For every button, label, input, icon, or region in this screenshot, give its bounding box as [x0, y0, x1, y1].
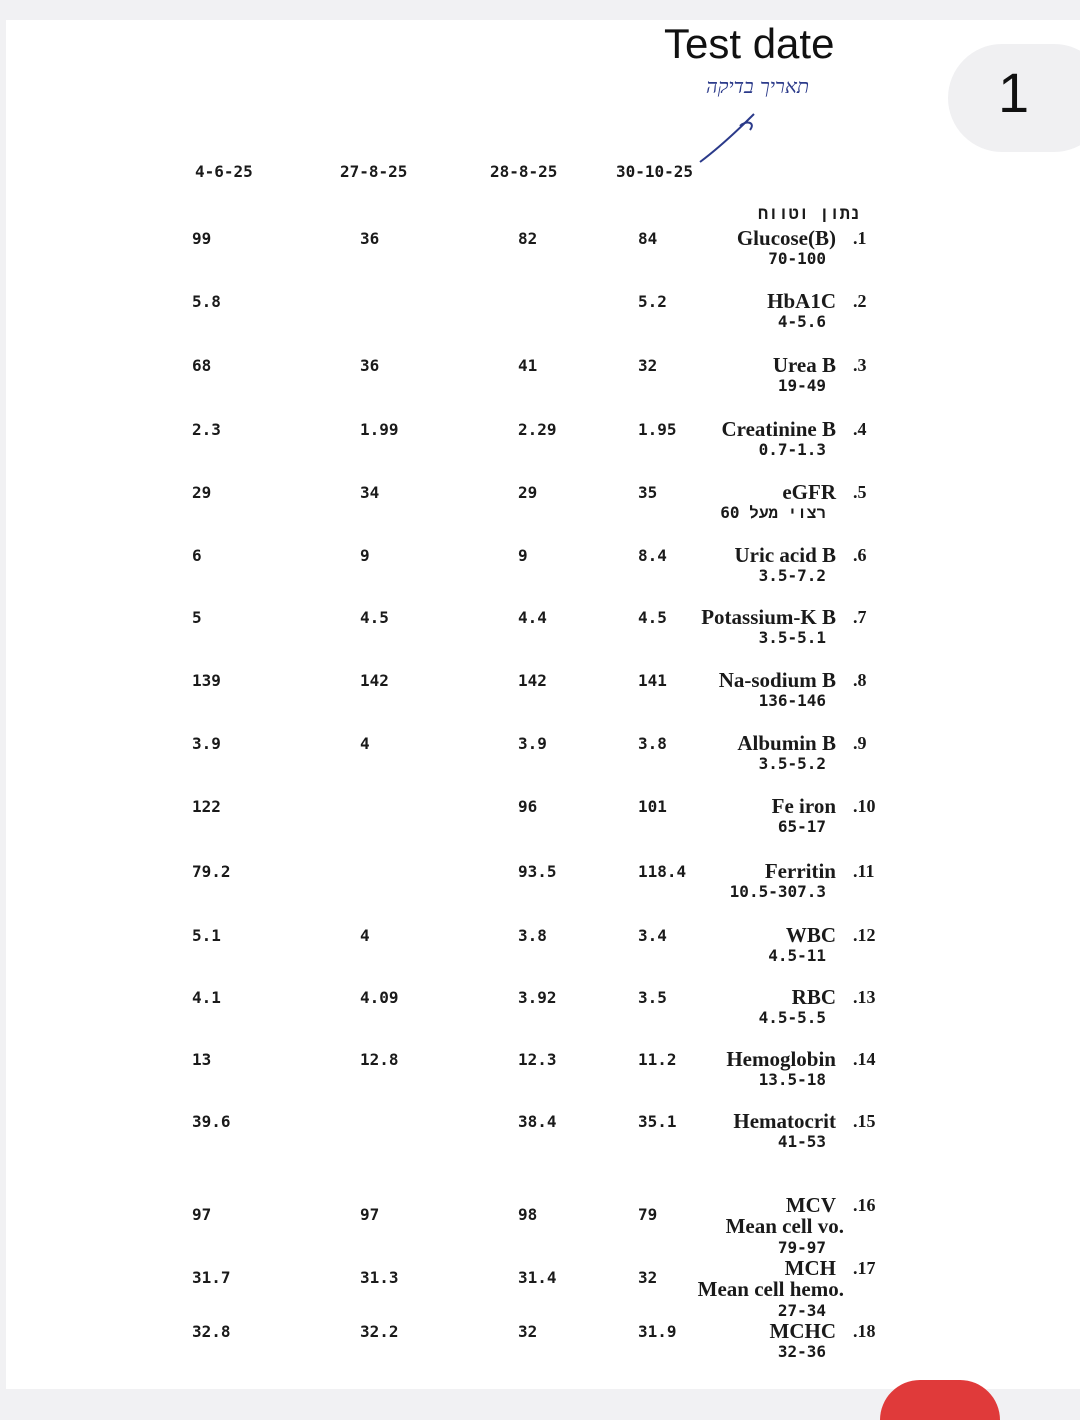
table-cell: 35.1: [638, 1112, 677, 1131]
table-cell: 32: [638, 1268, 658, 1287]
column-header: נתון וטווח: [758, 204, 861, 224]
reference-range: 13.5-18: [758, 1070, 826, 1089]
document-page: [6, 20, 1080, 1389]
table-cell: 32.8: [192, 1322, 231, 1341]
table-cell: 36: [360, 229, 380, 248]
row-number: .5: [853, 482, 867, 502]
row-number: .13: [853, 987, 876, 1007]
table-cell: 4.4: [518, 608, 547, 627]
reference-range: 4.5-11: [768, 946, 826, 965]
row-number: .18: [853, 1321, 876, 1341]
table-cell: 2.3: [192, 420, 221, 439]
floating-action-button[interactable]: [880, 1380, 1000, 1420]
reference-range: 3.5-5.2: [758, 754, 826, 773]
table-cell: 98: [518, 1205, 538, 1224]
table-cell: 3.9: [192, 734, 221, 753]
table-cell: 141: [638, 671, 667, 690]
reference-range: 65-17: [777, 817, 826, 836]
row-number: .6: [853, 545, 867, 565]
reference-range: 27-34: [777, 1301, 826, 1320]
reference-range: רצוי מעל 60: [720, 503, 826, 522]
table-cell: 3.8: [518, 926, 547, 945]
test-name: WBC: [785, 923, 836, 947]
table-cell: 2.29: [518, 420, 557, 439]
pen-stroke-icon: [696, 110, 766, 170]
test-name: Na-sodium B: [718, 668, 836, 692]
test-name: RBC: [791, 985, 836, 1009]
test-name: Urea B: [772, 353, 836, 377]
table-cell: 39.6: [192, 1112, 231, 1131]
table-cell: 1.95: [638, 420, 677, 439]
test-name: MCH: [784, 1256, 836, 1280]
test-name: Hematocrit: [733, 1109, 836, 1133]
table-cell: 4: [360, 734, 370, 753]
row-number: .11: [853, 861, 875, 881]
reference-range: 0.7-1.3: [758, 440, 826, 459]
handwritten-note: תאריך בדיקה: [706, 74, 810, 98]
table-cell: 84: [638, 229, 658, 248]
table-cell: 118.4: [638, 862, 687, 881]
table-cell: 29: [518, 483, 538, 502]
table-cell: 4.5: [638, 608, 667, 627]
test-name: eGFR: [782, 480, 836, 504]
table-cell: 31.9: [638, 1322, 677, 1341]
test-name: Albumin B: [737, 731, 836, 755]
row-number: .9: [853, 733, 867, 753]
table-cell: 3.9: [518, 734, 547, 753]
table-cell: 4.5: [360, 608, 389, 627]
test-name: Creatinine B: [721, 417, 836, 441]
row-number: .3: [853, 355, 867, 375]
test-name-detail: Mean cell vo.: [725, 1214, 844, 1238]
table-cell: 35: [638, 483, 658, 502]
table-cell: 142: [360, 671, 389, 690]
row-number: .2: [853, 291, 867, 311]
table-cell: 68: [192, 356, 212, 375]
reference-range: 3.5-7.2: [758, 566, 826, 585]
table-cell: 96: [518, 797, 538, 816]
date-header-1: 4-6-25: [195, 162, 253, 181]
table-cell: 79.2: [192, 862, 231, 881]
table-cell: 97: [192, 1205, 212, 1224]
table-cell: 5.8: [192, 292, 221, 311]
test-name: Potassium-K B: [701, 605, 836, 629]
table-cell: 139: [192, 671, 221, 690]
row-number: .17: [853, 1258, 876, 1278]
table-cell: 82: [518, 229, 538, 248]
test-name: Hemoglobin: [726, 1047, 836, 1071]
reference-range: 41-53: [777, 1132, 826, 1151]
table-cell: 41: [518, 356, 538, 375]
table-cell: 32.2: [360, 1322, 399, 1341]
row-number: .12: [853, 925, 876, 945]
table-cell: 99: [192, 229, 212, 248]
test-name: Fe iron: [771, 794, 836, 818]
table-cell: 5.1: [192, 926, 221, 945]
row-number: .14: [853, 1049, 876, 1069]
table-cell: 13: [192, 1050, 212, 1069]
table-cell: 97: [360, 1205, 380, 1224]
table-cell: 11.2: [638, 1050, 677, 1069]
table-cell: 3.8: [638, 734, 667, 753]
table-cell: 9: [360, 546, 370, 565]
row-number: .8: [853, 670, 867, 690]
table-cell: 8.4: [638, 546, 667, 565]
test-name: Glucose(B): [736, 226, 836, 250]
reference-range: 3.5-5.1: [758, 628, 826, 647]
table-cell: 31.4: [518, 1268, 557, 1287]
reference-range: 4.5-5.5: [758, 1008, 826, 1027]
table-cell: 32: [638, 356, 658, 375]
table-cell: 93.5: [518, 862, 557, 881]
reference-range: 136-146: [758, 691, 826, 710]
table-cell: 38.4: [518, 1112, 557, 1131]
table-cell: 34: [360, 483, 380, 502]
date-header-2: 27-8-25: [340, 162, 408, 181]
reference-range: 10.5-307.3: [729, 882, 826, 901]
row-number: .15: [853, 1111, 876, 1131]
reference-range: 70-100: [768, 249, 826, 268]
table-cell: 6: [192, 546, 202, 565]
table-cell: 36: [360, 356, 380, 375]
table-cell: 5.2: [638, 292, 667, 311]
table-cell: 5: [192, 608, 202, 627]
table-cell: 31.7: [192, 1268, 231, 1287]
page-title: Test date: [664, 20, 835, 67]
date-header-3: 28-8-25: [490, 162, 558, 181]
reference-range: 19-49: [777, 376, 826, 395]
table-cell: 32: [518, 1322, 538, 1341]
table-cell: 12.8: [360, 1050, 399, 1069]
reference-range: 4-5.6: [777, 312, 826, 331]
table-cell: 122: [192, 797, 221, 816]
table-cell: 3.4: [638, 926, 667, 945]
table-cell: 3.92: [518, 988, 557, 1007]
table-cell: 4.1: [192, 988, 221, 1007]
table-cell: 1.99: [360, 420, 399, 439]
test-name: MCV: [785, 1193, 836, 1217]
table-cell: 79: [638, 1205, 658, 1224]
table-cell: 101: [638, 797, 667, 816]
row-number: .4: [853, 419, 867, 439]
test-name-detail: Mean cell hemo.: [697, 1277, 844, 1301]
table-cell: 9: [518, 546, 528, 565]
table-cell: 31.3: [360, 1268, 399, 1287]
table-cell: 142: [518, 671, 547, 690]
test-name: Ferritin: [764, 859, 836, 883]
row-number: .7: [853, 607, 867, 627]
table-cell: 4.09: [360, 988, 399, 1007]
row-number: .10: [853, 796, 876, 816]
test-name: Uric acid B: [734, 543, 836, 567]
test-name: MCHC: [769, 1319, 836, 1343]
row-number: .1: [853, 228, 867, 248]
reference-range: 32-36: [777, 1342, 826, 1361]
table-cell: 4: [360, 926, 370, 945]
table-cell: 3.5: [638, 988, 667, 1007]
date-header-4: 30-10-25: [616, 162, 694, 181]
table-cell: 29: [192, 483, 212, 502]
page-number: 1: [998, 61, 1030, 124]
row-number: .16: [853, 1195, 876, 1215]
reference-range: 79-97: [777, 1238, 826, 1257]
page-number-badge: [948, 44, 1080, 152]
table-cell: 12.3: [518, 1050, 557, 1069]
test-name: HbA1C: [767, 289, 836, 313]
